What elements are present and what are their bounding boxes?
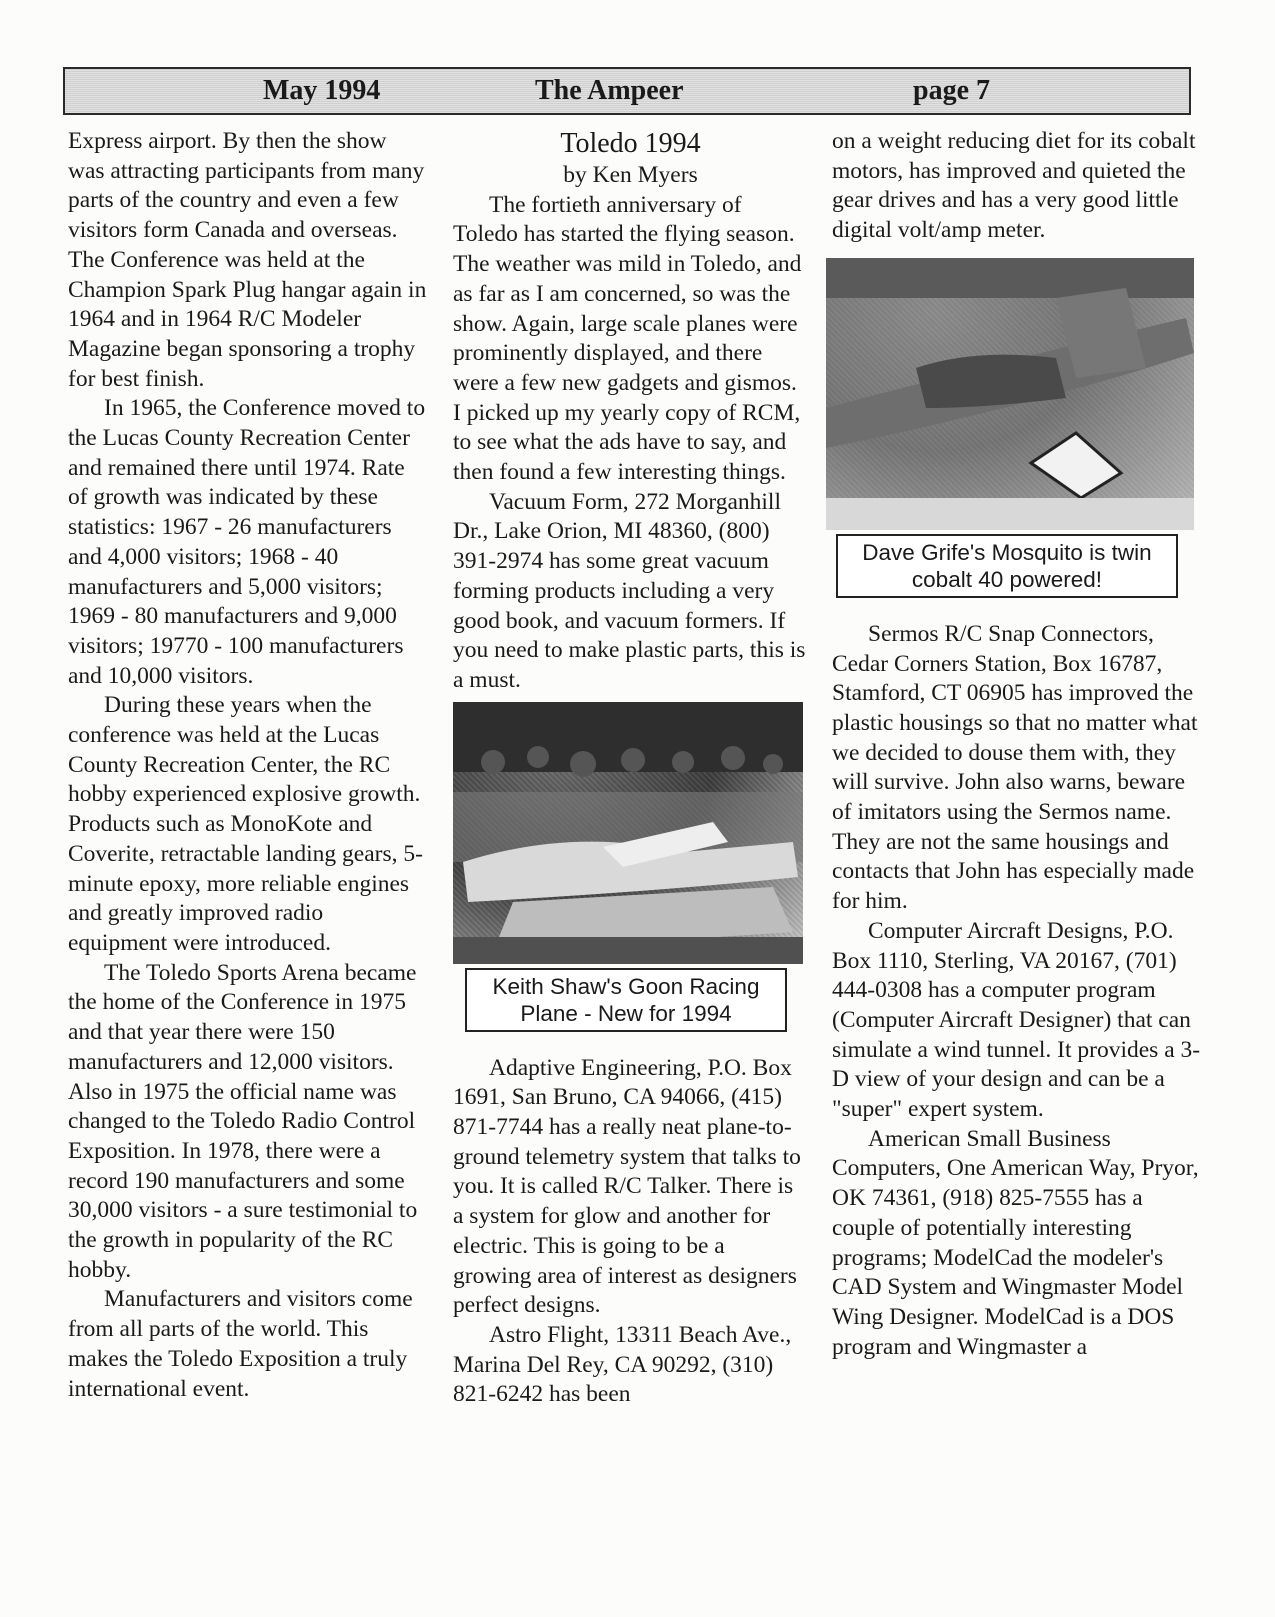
issue-date: May 1994 <box>263 75 381 106</box>
paragraph: The fortieth anniversary of Toledo has started the flying season. The weather was mild in Toledo, and as far as I am concerned, so was the show. Again, large scale planes were prominently displayed, and there were a few new gadgets and gismos. I picked up my yearly copy of RCM, to see what the ads have to say, and then found a few interesting things. <box>453 191 802 486</box>
column-3 <box>832 127 1202 1362</box>
paragraph: American Small Business Computers, One American Way, Pryor, OK 74361, (918) 825-7555 has a couple of potentially interesting programs; ModelCad the modeler's CAD System and Wingmaster Model Wing Designer. ModelCad is a DOS program and Wingmaster a <box>832 1125 1199 1360</box>
paragraph: Sermos R/C Snap Connectors, Cedar Corners Station, Box 16787, Stamford, CT 06905 has improved the plastic housings so that no matter what we decided to douse them with, they will survive. John also warns, beware of imitators using the Sermos name. They are not the same housings and contacts that John has especially made for him. <box>832 620 1198 915</box>
paragraph: on a weight reducing diet for its cobalt motors, has improved and quieted the gear drives and has a very good little digital volt/amp meter. <box>832 128 1196 244</box>
paragraph: Computer Aircraft Designs, P.O. Box 1110, Sterling, VA 20167, (701) 444-0308 has a computer program (Computer Aircraft Designer) that can simulate a wind tunnel. It provides a 3-D view of your design and can be a "super" expert system. <box>832 917 1201 1123</box>
photo-caption: Dave Grife's Mosquito is twin cobalt 40 powered! <box>836 534 1178 598</box>
paragraph: Adaptive Engineering, P.O. Box 1691, San Bruno, CA 94066, (415) 871-7744 has a really neat plane-to- ground telemetry system that talks to you. It is called R/C Talker. There is a system for glow and another for electric. This is going to be a growing area of interest as designers perfect designs. <box>453 1054 801 1319</box>
article-title: Toledo 1994 <box>560 128 701 159</box>
photo-caption: Keith Shaw's Goon Racing Plane - New for 1994 <box>465 968 787 1032</box>
photo-illustration <box>826 258 1194 530</box>
column-2 <box>453 127 808 1410</box>
photo-illustration <box>453 702 803 964</box>
paragraph: Manufacturers and visitors come from all parts of the world. This makes the Toledo Exposition a truly international event. <box>68 1286 413 1402</box>
paragraph: In 1965, the Conference moved to the Lucas County Recreation Center and remained there until 1974. Rate of growth was indicated by these statistics: 1967 - 26 manufacturers and 4,000 visitors; 1968 - 40 manufacturers and 5,000 visitors; 1969 - 80 manufacturers and 9,000 visitors; 19770 - 100 manufacturers and 10,000 visitors. <box>68 395 426 689</box>
paragraph: Vacuum Form, 272 Morganhill Dr., Lake Orion, MI 48360, (800) 391-2974 has some great vacuum forming products including a very good book, and vacuum formers. If you need to make plastic parts, this is a must. <box>453 488 806 693</box>
paragraph: Astro Flight, 13311 Beach Ave., Marina Del Rey, CA 90292, (310) 821-6242 has been <box>453 1321 792 1408</box>
page-header <box>63 67 1191 115</box>
article-byline: by Ken Myers <box>563 162 698 188</box>
photo-goon-racing-plane <box>453 702 803 964</box>
photo-mosquito-plane <box>826 258 1194 530</box>
paragraph: Express airport. By then the show was attracting participants from many parts of the country and even a few visitors form Canada and overseas. The Conference was held at the Champion Spark Plug hangar again in 1964 and in 1964 R/C Modeler Magazine began sponsoring a trophy for best finish. <box>68 128 427 392</box>
newsletter-title: The Ampeer <box>535 75 684 106</box>
paragraph: The Toledo Sports Arena became the home of the Conference in 1975 and that year there were 150 manufacturers and 12,000 visitors. Also in 1975 the official name was changed to the Toledo Radio Control Exposition. In 1978, there were a record 190 manufacturers and some 30,000 visitors - a sure testimonial to the growth in popularity of the RC hobby. <box>68 959 418 1283</box>
column-1 <box>68 127 428 1404</box>
paragraph: During these years when the conference was held at the Lucas County Recreation Center, the RC hobby experienced explosive growth. Products such as MonoKote and Coverite, retractable landing gears, 5-minute epoxy, more reliable engines and greatly improved radio equipment were introduced. <box>68 692 423 956</box>
page-number: page 7 <box>913 75 990 106</box>
